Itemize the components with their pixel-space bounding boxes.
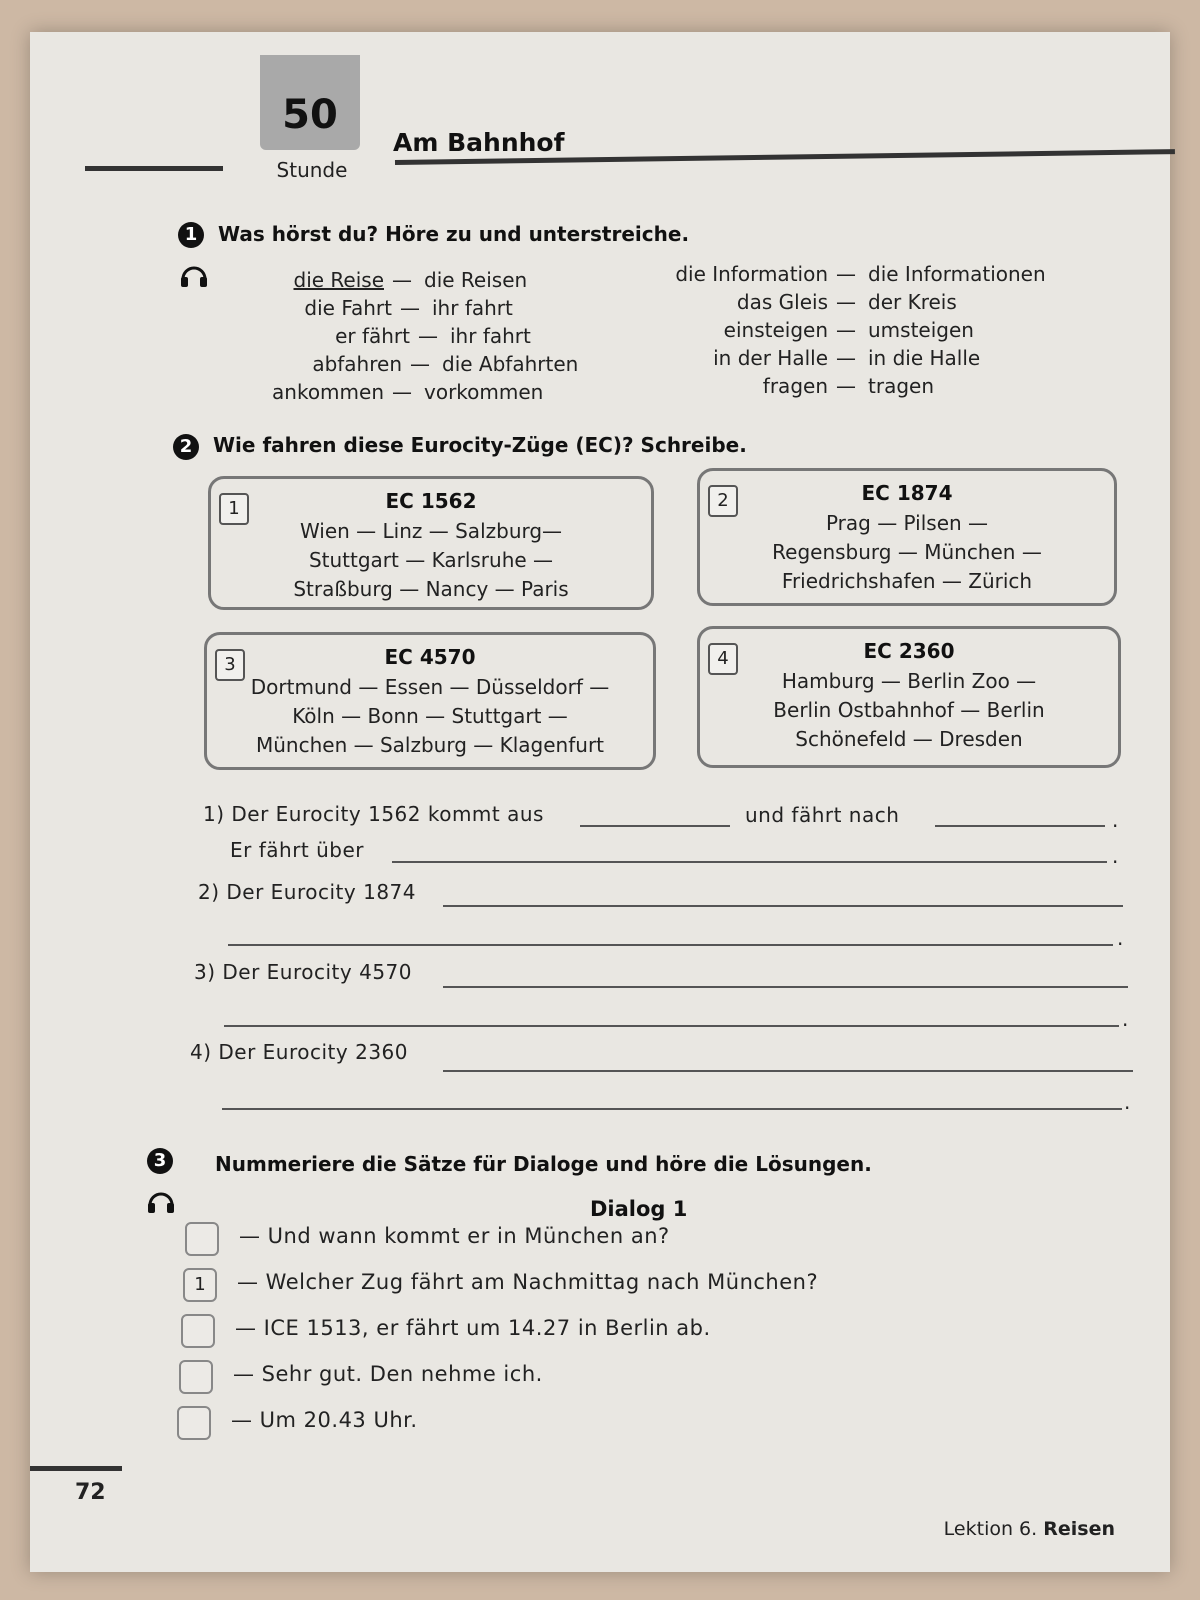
ec-route-line: Köln — Bonn — Stuttgart — [292, 704, 568, 728]
dialog-order-box[interactable] [181, 1314, 215, 1348]
blank-2b[interactable] [228, 944, 1113, 946]
ec-box-number: 3 [215, 649, 245, 681]
period: . [1122, 1007, 1129, 1031]
dash: — [400, 296, 420, 320]
word-option[interactable]: abfahren [312, 352, 402, 376]
word-option[interactable]: in der Halle [713, 346, 828, 370]
word-option[interactable]: die Reisen [424, 268, 528, 292]
ec-route-line: Hamburg — Berlin Zoo — [781, 669, 1037, 693]
dialog-order-box[interactable] [177, 1406, 211, 1440]
header-rule-left [85, 166, 223, 171]
dash: — [836, 318, 856, 342]
ec-route-line: München — Salzburg — Klagenfurt [255, 733, 605, 757]
ec-route-line: Stuttgart — Karlsruhe — [308, 548, 554, 572]
ec-train-title: EC 2360 [863, 639, 955, 663]
ec-box-number: 1 [219, 493, 249, 525]
dash: — [392, 380, 412, 404]
ec-route-line: Berlin Ostbahnhof — Berlin [773, 698, 1045, 722]
word-option[interactable]: fragen [762, 374, 828, 398]
word-option[interactable]: die Informationen [868, 262, 1046, 286]
ec-train-title: EC 4570 [384, 645, 476, 669]
word-option[interactable]: ihr fahrt [432, 296, 513, 320]
ec-train-title: EC 1562 [385, 489, 477, 513]
dialog-line: — Sehr gut. Den nehme ich. [233, 1362, 543, 1386]
headphones-icon [180, 262, 208, 288]
blank-4a[interactable] [443, 1070, 1133, 1072]
dash: — [836, 290, 856, 314]
word-option[interactable]: die Information [675, 262, 828, 286]
task-1-instruction: Was hörst du? Höre zu und unterstreiche. [218, 222, 690, 246]
ec-box-4 [697, 626, 1121, 768]
word-option[interactable]: die Fahrt [304, 296, 392, 320]
sentence-4: 4) Der Eurocity 2360 [190, 1040, 408, 1064]
blank-1-via[interactable] [392, 861, 1107, 863]
dialog-line: — Und wann kommt er in München an? [239, 1224, 670, 1248]
ec-route-line: Schönefeld — Dresden [795, 727, 1023, 751]
sentence-1b: und fährt nach [745, 803, 900, 827]
ec-box-1 [208, 476, 654, 610]
page-rule [30, 1466, 122, 1471]
dialog-line: — Welcher Zug fährt am Nachmittag nach München? [237, 1270, 819, 1294]
dash: — [836, 374, 856, 398]
word-option[interactable]: vorkommen [424, 380, 544, 404]
period: . [1124, 1090, 1131, 1114]
lesson-number: 50 [282, 92, 338, 138]
ec-train-title: EC 1874 [861, 481, 953, 505]
task-1-number: 1 [178, 222, 204, 248]
ec-box-number: 2 [708, 485, 738, 517]
task-2-instruction: Wie fahren diese Eurocity-Züge (EC)? Schreibe. [213, 433, 747, 457]
dialog-order-box[interactable]: 1 [183, 1268, 217, 1302]
word-option[interactable]: die Abfahrten [442, 352, 579, 376]
dialog-order-box[interactable] [179, 1360, 213, 1394]
word-option[interactable]: das Gleis [736, 290, 828, 314]
blank-2a[interactable] [443, 905, 1123, 907]
task-3-number: 3 [147, 1148, 173, 1174]
footer-lektion [944, 1518, 1115, 1540]
word-option[interactable]: die Reise [293, 268, 384, 292]
sentence-1a: 1) Der Eurocity 1562 kommt aus [203, 802, 544, 826]
sentence-2: 2) Der Eurocity 1874 [198, 880, 416, 904]
blank-1-to[interactable] [935, 825, 1105, 827]
ec-route-line: Regensburg — München — [772, 540, 1042, 564]
task-3-instruction: Nummeriere die Sätze für Dialoge und höre die Lösungen. [215, 1152, 872, 1176]
page-number: 72 [75, 1480, 106, 1505]
ec-route-line: Straßburg — Nancy — Paris [293, 577, 569, 601]
dialog-title: Dialog 1 [590, 1197, 688, 1221]
dash: — [418, 324, 438, 348]
word-option[interactable]: umsteigen [868, 318, 974, 342]
blank-4b[interactable] [222, 1108, 1122, 1110]
dash: — [836, 262, 856, 286]
ec-box-2 [697, 468, 1117, 606]
word-option[interactable]: der Kreis [868, 290, 957, 314]
ec-box-3 [204, 632, 656, 770]
lesson-word: Stunde [276, 158, 348, 182]
word-option[interactable]: einsteigen [723, 318, 828, 342]
blank-3b[interactable] [224, 1025, 1119, 1027]
dialog-order-box[interactable] [185, 1222, 219, 1256]
ec-route-line: Friedrichshafen — Zürich [781, 569, 1033, 593]
ec-route-line: Wien — Linz — Salzburg— [299, 519, 563, 543]
word-option[interactable]: in die Halle [868, 346, 981, 370]
dash: — [410, 352, 430, 376]
word-option[interactable]: tragen [868, 374, 934, 398]
period: . [1117, 926, 1124, 950]
sentence-3: 3) Der Eurocity 4570 [194, 960, 412, 984]
sentence-1c: Er fährt über [230, 838, 365, 862]
period: . [1112, 844, 1119, 868]
dialog-line: — ICE 1513, er fährt um 14.27 in Berlin ab. [235, 1316, 711, 1340]
word-option[interactable]: ihr fahrt [450, 324, 531, 348]
task-2-number: 2 [173, 434, 199, 460]
word-option[interactable]: ankommen [272, 380, 384, 404]
footer-lektion-label: Lektion 6. [943, 1518, 1038, 1540]
ec-route-line: Dortmund — Essen — Düsseldorf — [250, 675, 610, 699]
footer-topic: Reisen [1043, 1518, 1115, 1540]
blank-1-from[interactable] [580, 825, 730, 827]
lesson-title: Am Bahnhof [393, 128, 565, 157]
dialog-line: — Um 20.43 Uhr. [231, 1408, 418, 1432]
dash: — [836, 346, 856, 370]
ec-route-line: Prag — Pilsen — [825, 511, 989, 535]
ec-box-number: 4 [708, 643, 738, 675]
headphones-icon [147, 1188, 175, 1214]
blank-3a[interactable] [443, 986, 1128, 988]
dash: — [392, 268, 412, 292]
period: . [1112, 808, 1119, 832]
word-option[interactable]: er fährt [335, 324, 410, 348]
